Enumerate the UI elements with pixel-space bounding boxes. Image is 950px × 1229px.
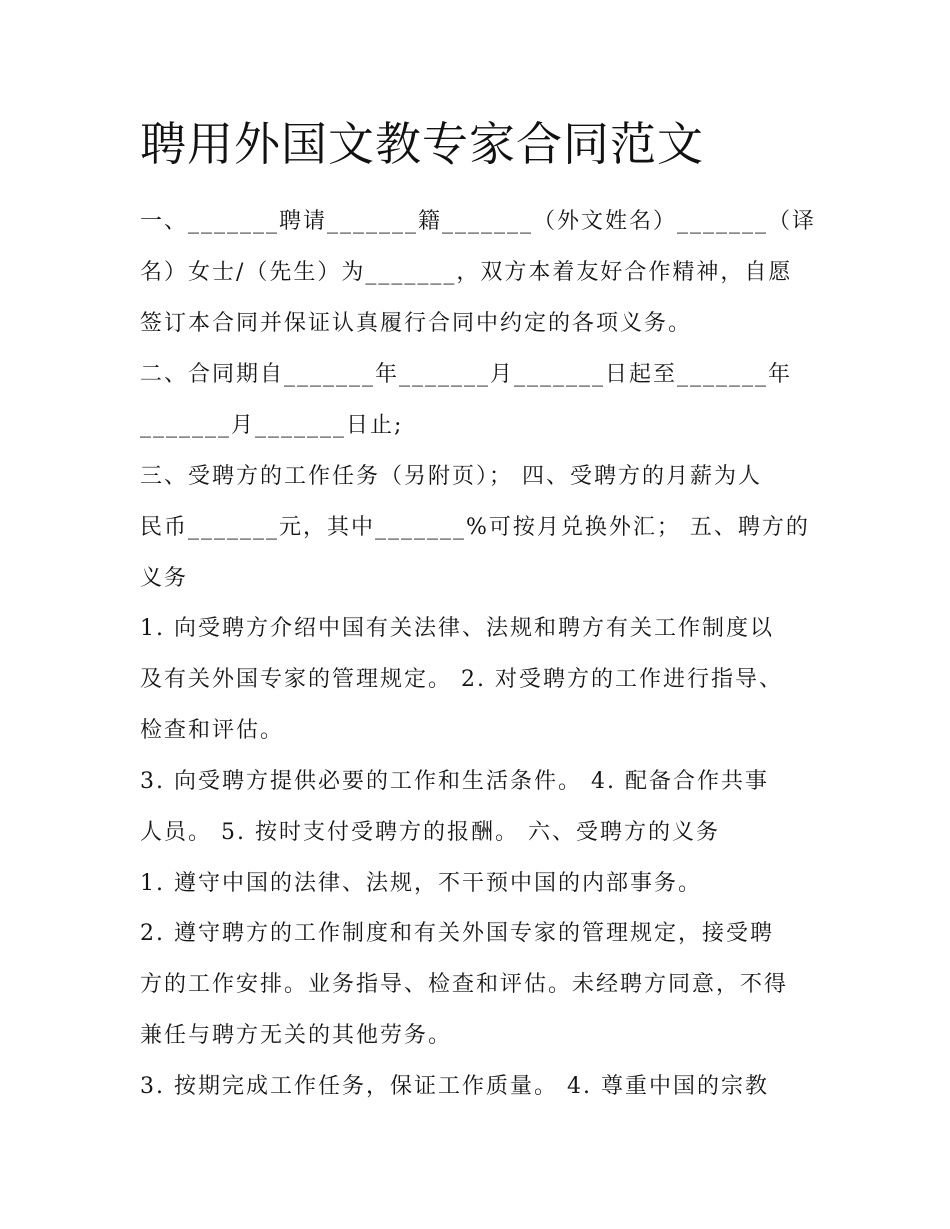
text-line: 签订本合同并保证认真履行合同中约定的各项义务。 xyxy=(140,311,693,336)
text-line: 2. 遵守聘方的工作制度和有关外国专家的管理规定，接受聘 xyxy=(140,921,774,946)
text-line: 兼任与聘方无关的其他劳务。 xyxy=(140,1023,453,1048)
text-line: 3. 按期完成工作任务，保证工作质量。 4. 尊重中国的宗教 xyxy=(140,1074,769,1099)
text-line: 三、受聘方的工作任务（另附页）； 四、受聘方的月薪为人 xyxy=(140,464,762,489)
text-line: 方的工作安排。业务指导、检查和评估。未经聘方同意，不得 xyxy=(140,972,789,997)
text-line: 一、_______聘请_______籍_______（外文姓名）_______（译 xyxy=(140,209,817,234)
text-line: 及有关外国专家的管理规定。 2. 对受聘方的工作进行指导、 xyxy=(140,667,783,692)
text-line: 二、合同期自_______年_______月_______日起至_______年 xyxy=(140,362,793,387)
document-title: 聘用外国文教专家合同范文 xyxy=(140,117,704,171)
text-line: 检查和评估。 xyxy=(140,718,285,743)
text-line: _______月_______日止; xyxy=(140,413,404,438)
text-line: 1. 遵守中国的法律、法规，不干预中国的内部事务。 xyxy=(140,871,702,896)
text-line: 义务 xyxy=(140,566,189,591)
text-line: 民币_______元，其中_______%可按月兑换外汇； 五、聘方的 xyxy=(140,515,810,540)
text-line: 名）女士/（先生）为_______，双方本着友好合作精神，自愿 xyxy=(140,260,793,285)
text-line: 1. 向受聘方介绍中国有关法律、法规和聘方有关工作制度以 xyxy=(140,616,774,641)
text-line: 3. 向受聘方提供必要的工作和生活条件。 4. 配备合作共事 xyxy=(140,769,769,794)
text-line: 人员。 5. 按时支付受聘方的报酬。 六、受聘方的义务 xyxy=(140,820,720,845)
